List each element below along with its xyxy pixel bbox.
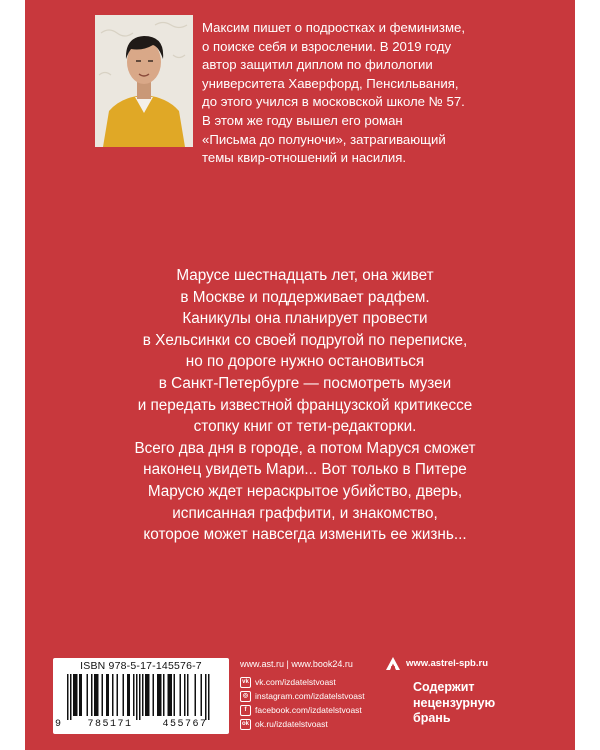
barcode-bar [70, 674, 72, 720]
barcode-bar [147, 674, 149, 716]
barcode-bars [67, 674, 217, 720]
barcode-bar [139, 674, 141, 720]
ean-right-digits: 455767 [162, 719, 208, 730]
barcode-bar [102, 674, 104, 716]
barcode-bar [94, 674, 96, 716]
barcode-bar [163, 674, 165, 716]
barcode-bar [133, 674, 135, 716]
isbn-number: ISBN 978-5-17-145576-7 [80, 660, 202, 672]
social-link-instagram[interactable] [240, 689, 365, 703]
social-link-vk[interactable] [240, 675, 365, 689]
barcode-bar [67, 674, 69, 720]
barcode-bar [195, 674, 197, 716]
facebook-icon: f [240, 705, 251, 716]
site-link-ast[interactable]: www.ast.ru [240, 659, 285, 669]
social-link-label: vk.com/izdatelstvoast [255, 677, 336, 687]
barcode-bar [145, 674, 147, 716]
barcode-bar [159, 674, 161, 716]
publisher-web-links [240, 659, 353, 669]
publisher-url: www.astrel-spb.ru [406, 658, 488, 669]
barcode-bar [157, 674, 159, 716]
barcode-bar [96, 674, 98, 716]
barcode-bar [208, 674, 210, 720]
vk-icon: vk [240, 677, 251, 688]
odnoklassniki-icon: ok [240, 719, 251, 730]
astrel-logo-icon [386, 657, 400, 670]
social-link-label: ok.ru/izdatelstvoast [255, 719, 328, 729]
book-blurb: Марусе шестнадцать лет, она живет в Москве и поддерживает радфем. Каникулы она планирует провести в Хельсинки со своей подругой по переписке, но по дороге нужно остановиться в Санкт-Петербурге — посмотреть музеи и передать известной французской критикессе стопку книг от тети-редакторки. Всего два дня в городе, а потом Маруся сможет наконец увидеть Мари... Вот только в Питере Марусю ждет нераскрытое убийство, дверь, исписанная граффити, и знакомство, которое может навсегда изменить ее жизнь... [134, 267, 476, 544]
social-link-facebook[interactable] [240, 703, 365, 717]
site-link-book24[interactable]: www.book24.ru [291, 659, 353, 669]
barcode-bar [174, 674, 176, 716]
social-link-label: instagram.com/izdatelstvoast [255, 691, 365, 701]
publisher-link[interactable] [386, 657, 488, 670]
instagram-icon: ◎ [240, 691, 251, 702]
barcode-bar [108, 674, 110, 716]
barcode-bar [136, 674, 138, 720]
barcode-bar [81, 674, 83, 716]
barcode-bar [112, 674, 114, 716]
barcode-bar [187, 674, 189, 716]
book-back-cover [25, 0, 575, 750]
barcode-bar [205, 674, 207, 720]
barcode-bar [171, 674, 173, 716]
barcode-bar [160, 674, 162, 716]
barcode-bar [76, 674, 78, 716]
barcode-bar [153, 674, 155, 716]
barcode-block [53, 658, 229, 734]
barcode-bar [97, 674, 99, 716]
barcode-bar [106, 674, 108, 716]
barcode-bar [201, 674, 203, 716]
barcode-bar [123, 674, 125, 716]
barcode-bar [127, 674, 129, 716]
barcode-bar [79, 674, 81, 716]
barcode-bar [184, 674, 186, 716]
barcode-bar [129, 674, 131, 716]
barcode-bar [169, 674, 171, 716]
link-separator: | [284, 659, 292, 669]
social-link-label: facebook.com/izdatelstvoast [255, 705, 362, 715]
barcode-bar [117, 674, 119, 716]
barcode-bar [180, 674, 182, 716]
ean-first-digit: 9 [55, 719, 62, 730]
author-photo [95, 15, 193, 147]
social-link-ok[interactable] [240, 717, 365, 731]
barcode-bar [75, 674, 77, 716]
author-bio: Максим пишет о подростках и феминизме, о поиске себя и взрослении. В 2019 году автор защитил диплом по филологии университета Хаверфорд, Пенсильвания, до этого учился в московской школе № 57. В этом же году вышел его роман «Письма до полуночи», затрагивающий темы квир-отношений и насилия. [202, 20, 466, 166]
barcode-bar [168, 674, 170, 716]
barcode-bar [73, 674, 75, 716]
ean-left-digits: 785171 [87, 719, 133, 730]
social-links [240, 675, 365, 731]
content-warning: Содержит нецензурную брань [413, 680, 496, 725]
barcode-bar [148, 674, 150, 716]
barcode-bar [87, 674, 89, 716]
barcode-bar [91, 674, 93, 716]
barcode-bar [142, 674, 144, 716]
